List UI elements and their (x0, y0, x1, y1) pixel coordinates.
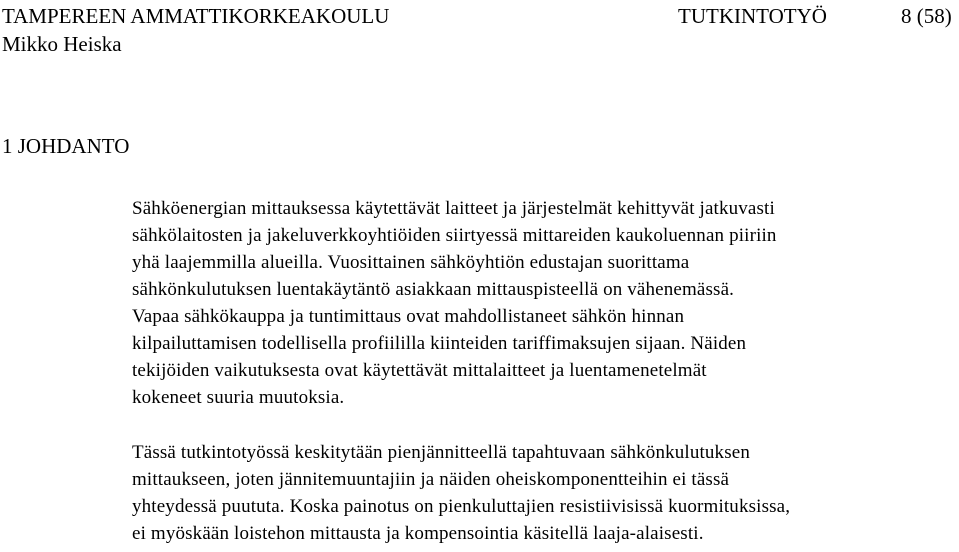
paragraph-line: sähkönkulutuksen luentakäytäntö asiakkaan mittauspisteellä on vähenemässä. (132, 279, 735, 300)
paragraph-line: kilpailuttamisen todellisella profiililla kiinteiden tariffimaksujen sijaan. Näiden (132, 333, 747, 354)
section-heading: 1 JOHDANTO (2, 134, 130, 158)
paragraph-line: Tässä tutkintotyössä keskitytään pienjännitteellä tapahtuvaan sähkönkulutuksen (132, 442, 750, 463)
document-type: TUTKINTOTYÖ (678, 4, 827, 28)
paragraph-line: tekijöiden vaikutuksesta ovat käytettävät mittalaitteet ja luentamenetelmät (132, 360, 707, 381)
paragraph-line: Sähköenergian mittauksessa käytettävät laitteet ja järjestelmät kehittyvät jatkuvasti (132, 198, 775, 219)
paragraph-line: sähkölaitosten ja jakeluverkkoyhtiöiden siirtyessä mittareiden kaukoluennan piiriin (132, 225, 777, 246)
institution-name: TAMPEREEN AMMATTIKORKEAKOULU (2, 4, 390, 28)
author-name: Mikko Heiska (2, 32, 122, 56)
paragraph-line: ei myöskään loistehon mittausta ja kompensointia käsitellä laaja-alaisesti. (132, 523, 704, 544)
paragraph-2 (132, 439, 952, 547)
header-right (678, 3, 952, 29)
paragraph-line: kokeneet suuria muutoksia. (132, 387, 345, 408)
paragraph-1 (132, 195, 952, 411)
paragraph-line: yhteydessä puututa. Koska painotus on pienkuluttajien resistiivisissä kuormituksissa, (132, 496, 791, 517)
paragraph-line: yhä laajemmilla alueilla. Vuosittainen sähköyhtiön edustajan suorittama (132, 252, 690, 273)
paragraph-line: mittaukseen, joten jännitemuuntajiin ja näiden oheiskomponentteihin ei tässä (132, 469, 730, 490)
paragraph-line: Vapaa sähkökauppa ja tuntimittaus ovat mahdollistaneet sähkön hinnan (132, 306, 685, 327)
page-number: 8 (58) (901, 4, 952, 28)
